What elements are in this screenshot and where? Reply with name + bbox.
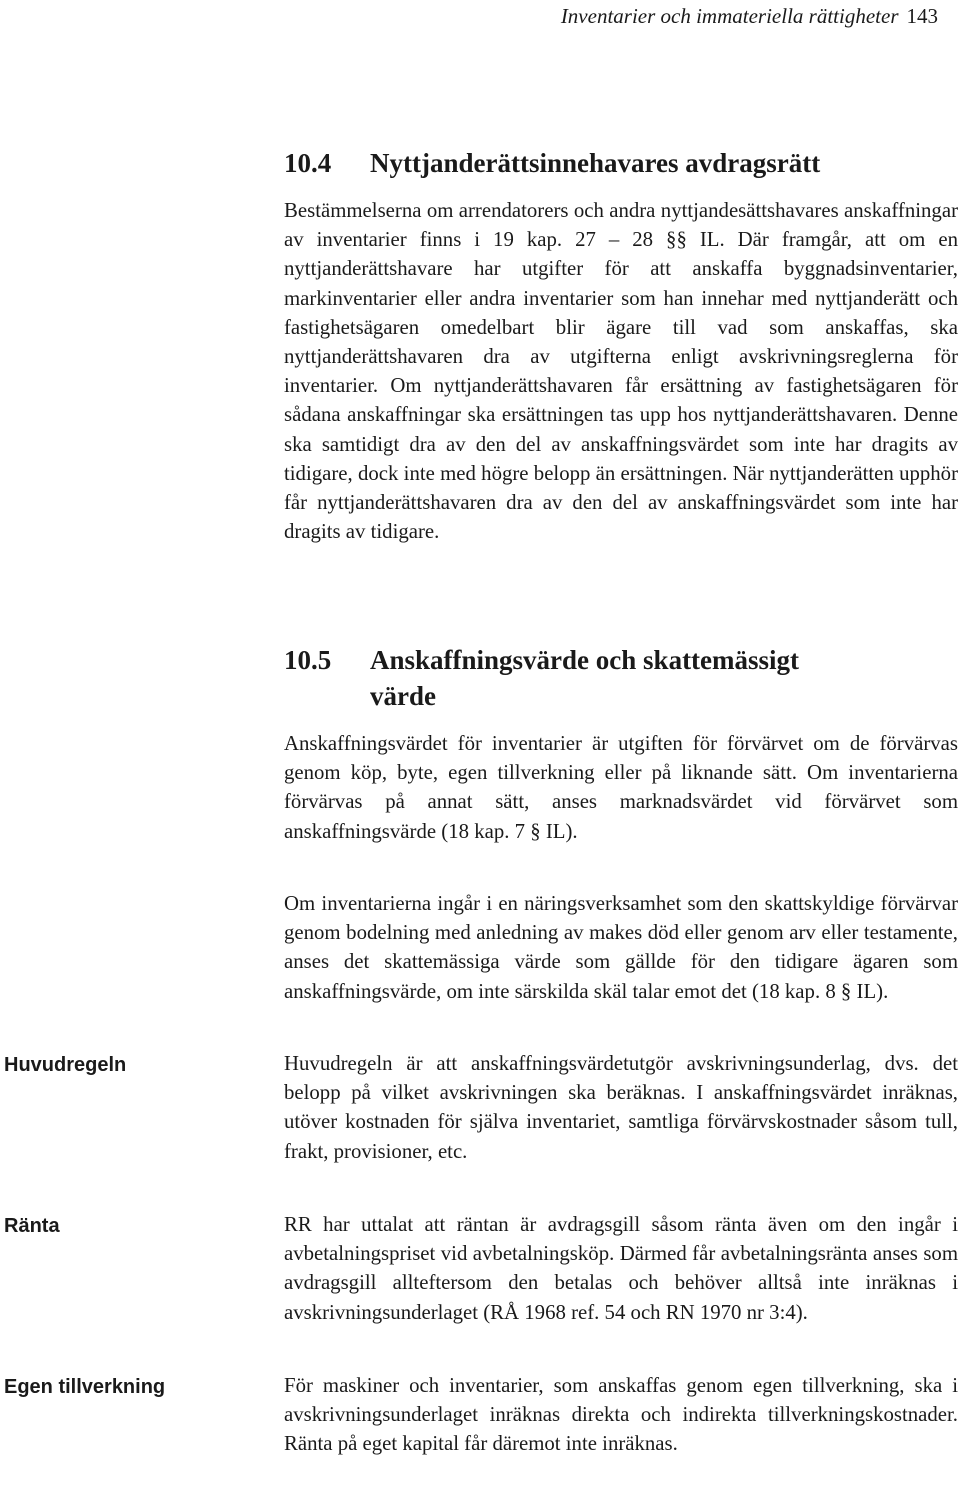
section-number: 10.4 — [284, 148, 332, 178]
margin-note-egen-tillverkning: Egen tillverkning — [4, 1376, 166, 1398]
section-10-5-paragraph-2: Om inventarierna ingår i en näringsverksamhet som den skattskyldige förvärvar genom bodelning med anledning av makes död eller genom arv eller testamente, anses det skattemässiga värde som gällde för den tidigare ägaren som anskaffningsvärde, om inte särskilda skäl talar emot det (18 kap. 8 § IL). — [284, 892, 958, 1003]
section-10-5-paragraph-3: Huvudregeln är att anskaffningsvärdetutgör avskrivningsunderlag, dvs. det belopp på vilket avskrivningen ska beräknas. I anskaffningsvärdet inräknas, utöver kostnaden för själva inventariet, samtliga förvärvskostnader såsom tull, frakt, provisioner, etc. — [284, 1052, 958, 1163]
running-title: Inventarier och immateriella rättigheter — [560, 4, 899, 28]
section-10-5-heading — [284, 642, 944, 714]
page-number: 143 — [906, 4, 938, 28]
section-10-4-heading — [284, 145, 944, 181]
margin-note-huvudregeln: Huvudregeln — [4, 1054, 127, 1076]
section-10-5-paragraph-1: Anskaffningsvärdet för inventarier är utgiften för förvärvet om de förvärvas genom köp, byte, egen tillverkning eller på liknande sätt. Om inventarierna förvärvas på annat sätt, anses marknadsvärdet vid förvärvet som anskaffningsvärde (18 kap. 7 § IL). — [284, 732, 958, 843]
section-title: Nyttjanderättsinnehavares avdragsrätt — [370, 148, 821, 178]
running-header — [561, 2, 938, 30]
section-10-5-paragraph-4: RR har uttalat att räntan är avdragsgill såsom ränta även om den ingår i avbetalningspriset vid avbetalningsköp. Därmed får avbetalningsränta anses som avdragsgill allteftersom den betalas och behöver alltså inte inräknas i avskrivningsunderlaget (RÅ 1968 ref. 54 och RN 1970 nr 3:4). — [284, 1213, 958, 1324]
section-10-4-paragraph: Bestämmelserna om arrendatorers och andra nyttjandesättshavares anskaffningar av inventarier finns i 19 kap. 27 – 28 §§ IL. Där framgår, att om en nyttjanderättshavare har utgifter för att anskaffa byggnadsinventarier, markinventarier eller andra inventarier som han innehar med nyttjanderätt och fastighetsägaren omedelbart blir ägare till vad som anskaffas, ska nyttjanderättshavaren dra av utgifterna enligt avskrivningsreglerna för inventarier. Om nyttjanderättshavaren får ersättning av fastighetsägaren för sådana anskaffningar ska ersättningen tas upp hos nyttjanderättshavaren. Denne ska samtidigt dra av den del av anskaffningsvärdet som inte har dragits av tidigare, dock inte med högre belopp än ersättningen. När nyttjanderätten upphör får nyttjanderättshavaren dra av den del av anskaffningsvärdet som inte har dragits av tidigare. — [284, 199, 958, 544]
section-10-5-paragraph-5: För maskiner och inventarier, som anskaffas genom egen tillverkning, ska i avskrivningsunderlaget inräknas direkta och indirekta tillverkningskostnader. Ränta på eget kapital får däremot inte inräknas. — [284, 1374, 958, 1456]
margin-note-ranta: Ränta — [4, 1215, 60, 1237]
section-number: 10.5 — [284, 645, 332, 675]
section-title: Anskaffningsvärde och skattemässigt — [370, 645, 800, 675]
section-title-continuation: värde — [370, 681, 436, 711]
